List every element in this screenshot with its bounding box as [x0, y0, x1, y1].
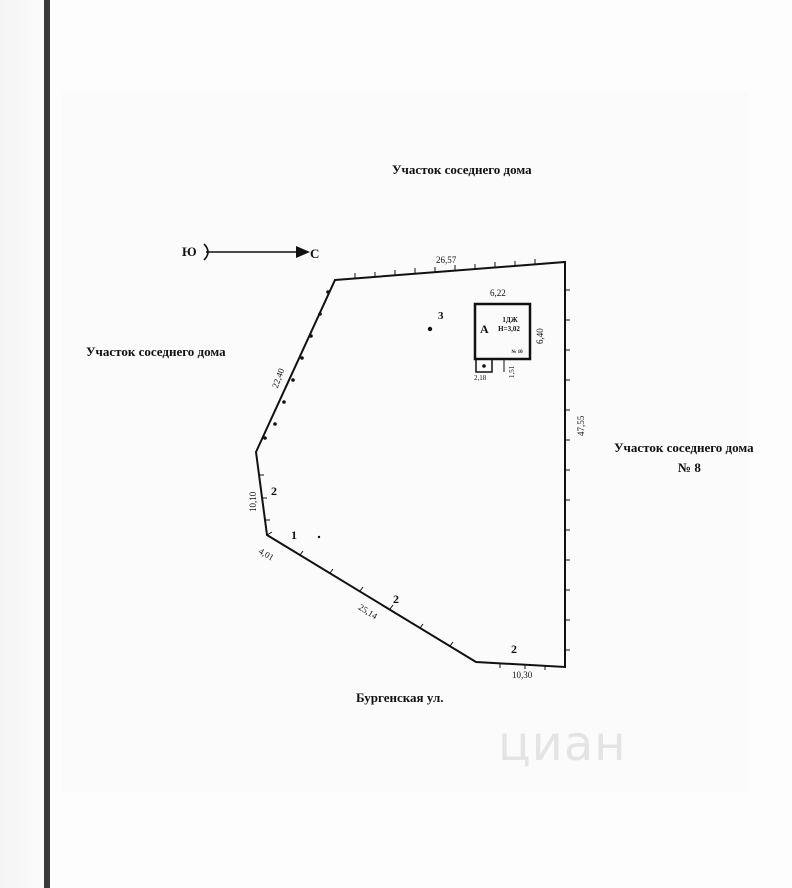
house-letter: А	[480, 322, 489, 336]
marker-point-2-left: 2	[271, 484, 277, 498]
dim-lower-left: 4,01	[257, 546, 276, 563]
neighbor-plot-left-label: Участок соседнего дома	[86, 344, 226, 359]
compass-south-label: Ю	[182, 244, 197, 259]
dim-upper-left: 22,40	[270, 366, 287, 390]
house-height-label: H=3,02	[498, 325, 520, 333]
neighbor-plot-right-label: Участок соседнего дома	[614, 440, 754, 455]
point-3-dot	[428, 327, 432, 331]
dim-left: 10,10	[248, 491, 258, 512]
marker-point-1: 1	[291, 528, 297, 542]
dim-house-height: 6,40	[535, 328, 545, 344]
dim-right: 47,55	[576, 415, 586, 436]
house-type-label: 1ДЖ	[502, 316, 518, 324]
dim-bottom-diagonal: 25,14	[356, 602, 380, 622]
marker-point-3: 3	[438, 310, 444, 322]
compass-north-label: С	[310, 246, 320, 261]
dim-top: 26,57	[436, 255, 457, 265]
neighbor-plot-number: № 8	[678, 460, 701, 475]
dim-bottom: 10,30	[512, 670, 533, 680]
dim-house-width: 6,22	[490, 288, 506, 298]
compass-arrow	[204, 244, 310, 260]
dim-annex-width: 2,18	[474, 374, 487, 382]
neighbor-plot-top-label: Участок соседнего дома	[392, 162, 532, 177]
marker-point-2-bottom: 2	[511, 642, 517, 656]
boundary-points	[263, 290, 432, 538]
marker-point-2-diagonal: 2	[393, 592, 399, 606]
watermark-logo: циан	[498, 716, 627, 772]
house-number-label: № 10	[511, 350, 523, 355]
dim-annex-height: 1,51	[508, 365, 516, 378]
street-label: Бургенская ул.	[356, 690, 444, 705]
